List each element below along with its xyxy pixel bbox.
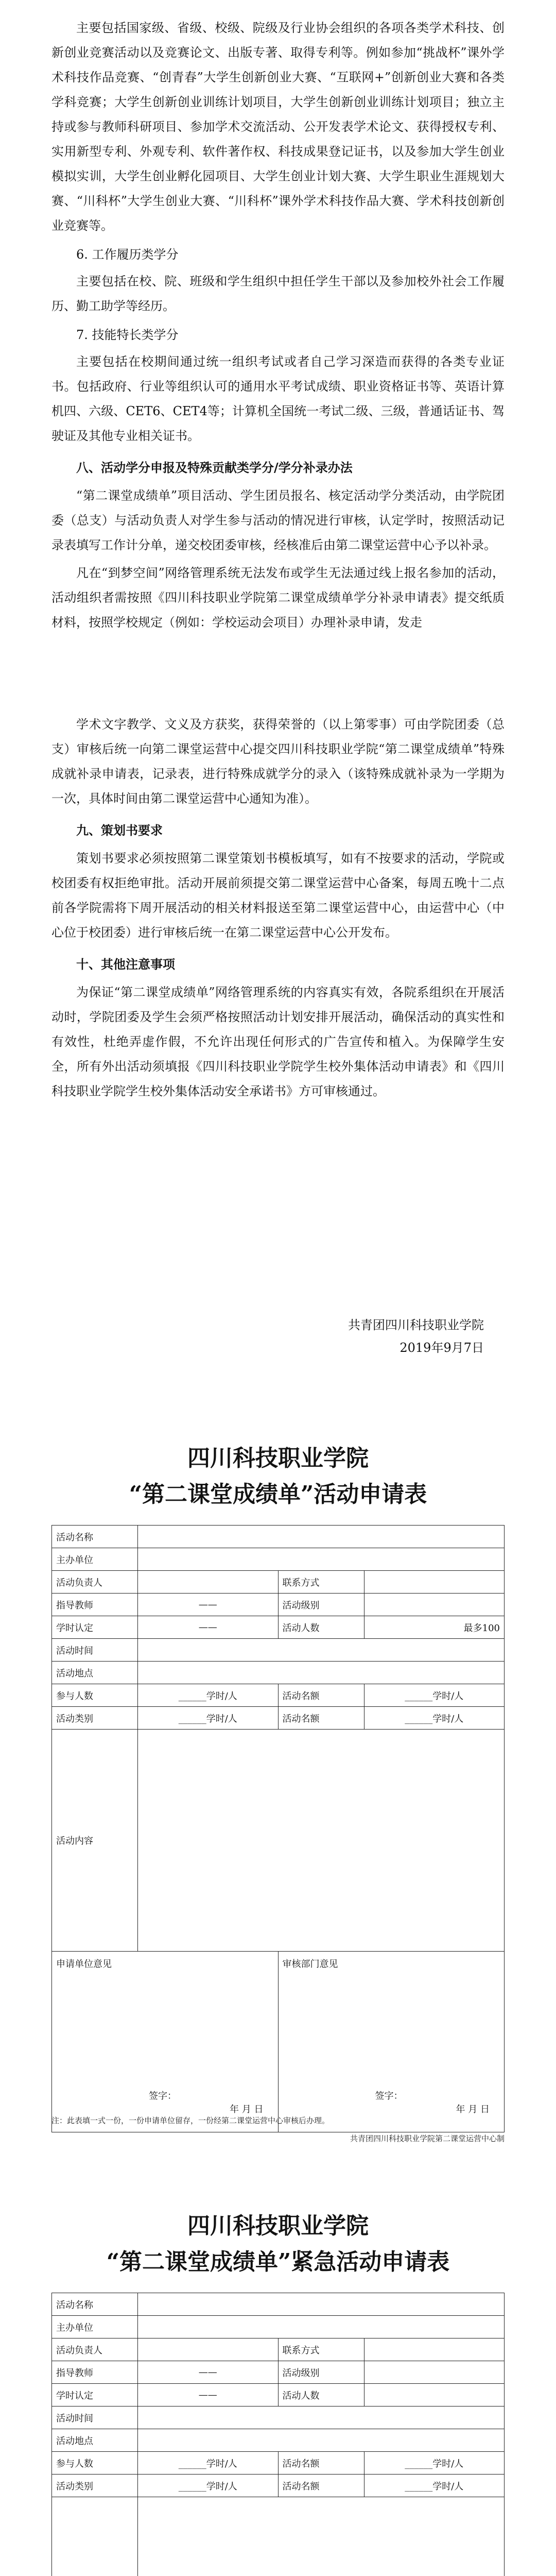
form1-title: “第二课堂成绩单”活动申请表	[129, 1481, 427, 1507]
form2-label: 活动时间	[52, 2406, 138, 2429]
notice-subheading: 7. 技能特长类学分	[76, 328, 179, 342]
form1-field[interactable]: ______学时/人	[364, 1707, 505, 1730]
form2-title: “第二课堂成绩单”紧急活动申请表	[106, 2249, 450, 2275]
form1-label: 审核部门意见	[282, 1959, 338, 1970]
notice-para: 学术文字教学、文义及方获奖，获得荣誉的（以上第零事）可由学院团委（总支）审核后统一向第二课堂运营中心提交四川科技职业学院“第二课堂成绩单”特殊成就补录申请表，记录表，进行特殊成就学分的录入（该特殊成就补录为一学期为一次，具体时间由第二课堂运营中心通知为准）。	[51, 717, 505, 806]
form2-field[interactable]	[364, 2384, 505, 2406]
form1-applicant-opinion[interactable]	[52, 1952, 279, 2132]
notice-body	[51, 15, 505, 1107]
form2-field[interactable]: ______学时/人	[364, 2452, 505, 2475]
form2-reason-field[interactable]	[138, 2497, 505, 2576]
form2-label: 学时认定	[52, 2384, 138, 2406]
form2-school: 四川科技职业学院	[187, 2213, 369, 2239]
form1-field[interactable]: ______学时/人	[364, 1684, 505, 1707]
notice-subheading: 6. 工作履历类学分	[76, 247, 179, 262]
form2-label: 活动名额	[278, 2452, 364, 2475]
form1-field[interactable]: ——	[138, 1594, 279, 1616]
form2-label: 指导教师	[52, 2361, 138, 2384]
form2-field[interactable]: ——	[138, 2384, 279, 2406]
form1-label: 主办单位	[52, 1548, 138, 1571]
form1-review-opinion[interactable]	[278, 1952, 505, 2132]
form2-label: 参与人数	[52, 2452, 138, 2475]
form2-field[interactable]: ______学时/人	[138, 2452, 279, 2475]
form1-label: 活动名额	[278, 1707, 364, 1730]
form1-date: 年 月 日	[230, 2104, 264, 2115]
form1-label: 指导教师	[52, 1594, 138, 1616]
form2-field[interactable]	[138, 2293, 505, 2316]
form2-field[interactable]: ______学时/人	[138, 2475, 279, 2497]
form2-field[interactable]: ——	[138, 2361, 279, 2384]
form2-field[interactable]	[138, 2429, 505, 2452]
form1-label: 申请单位意见	[56, 1959, 112, 1970]
notice-heading: 十、其他注意事项	[76, 957, 175, 972]
form2-field[interactable]	[138, 2406, 505, 2429]
form2-label: 活动地点	[52, 2429, 138, 2452]
form1-field[interactable]: 最多100	[364, 1616, 505, 1639]
form1-field[interactable]	[138, 1548, 505, 1571]
notice-heading: 八、活动学分申报及特殊贡献类学分/学分补录办法	[76, 460, 353, 475]
notice-para: 为保证“第二课堂成绩单”网络管理系统的内容真实有效，各院系组织在开展活动时，学院团委及学生会须严格按照活动计划安排开展活动，确保活动的真实性和有效性，杜绝弄虚作假，不允许出现任何形式的广告宣传和植入。为保障学生安全，所有外出活动须填报《四川科技职业学院学生校外集体活动申请表》和《四川科技职业学院学生校外集体活动安全承诺书》方可审核通过。	[51, 985, 505, 1098]
form1-field[interactable]	[364, 1594, 505, 1616]
form1-note: 注：此表填一式一份，一份申请单位留存，一份经第二课堂运营中心审核后办理。	[51, 2116, 330, 2125]
form2-label: 活动负责人	[52, 2338, 138, 2361]
form1-label: 学时认定	[52, 1616, 138, 1639]
form2-label: 活动名额	[278, 2475, 364, 2497]
notice-para: 主要包括国家级、省级、校级、院级及行业协会组织的各项各类学术科技、创新创业竞赛活动以及竞赛论文、出版专著、取得专利等。例如参加“挑战杯”课外学术科技作品竞赛、“创青春”大学生创新创业大赛、“互联网+”创新创业大赛和各类学科竞赛；大学生创新创业训练计划项目，大学生创新创业训练计划项目；独立主持或参与教师科研项目、参加学术交流活动、公开发表学术论文、获得授权专利、实用新型专利、外观专利、软件著作权、科技成果登记证书，以及参加大学生创业模拟实训，大学生创业孵化园项目、大学生创业计划大赛、大学生职业生涯规划大赛、“川科杯”大学生创业大赛、“川科杯”课外学术科技作品大赛、学术科技创新创业竞赛等。	[51, 21, 505, 233]
notice-para: 主要包括在校、院、班级和学生组织中担任学生干部以及参加校外社会工作履历、勤工助学等经历。	[51, 274, 505, 313]
form1-table	[51, 1525, 505, 2132]
form2-table	[51, 2293, 505, 2576]
notice-para: 主要包括在校期间通过统一组织考试或者自己学习深造而获得的各类专业证书。包括政府、行业等组织认可的通用水平考试成绩、职业资格证书等、英语计算机四、六级、CET6、CET4等；计算机全国统一考试二级、三级，普通话证书、驾驶证及其他专业相关证书。	[51, 354, 505, 443]
form1-label: 活动地点	[52, 1662, 138, 1684]
form1-label: 活动名额	[278, 1684, 364, 1707]
form1-label: 活动时间	[52, 1639, 138, 1662]
notice-para: “第二课堂成绩单”项目活动、学生团员报名、核定活动学分类活动，由学院团委（总支）与活动负责人对学生参与活动的情况进行审核，认定学时，按照活动记录表填写工作计分单，递交校团委审核，经核准后由第二课堂运营中心予以补录。	[51, 488, 505, 552]
notice-para: 凡在“到梦空间”网络管理系统无法发布或学生无法通过线上报名参加的活动，活动组织者需按照《四川科技职业学院第二课堂成绩单学分补录申请表》提交纸质材料，按照学校规定（例如：学校运动会项目）办理补录申请，发走	[51, 566, 505, 630]
notice-heading: 九、策划书要求	[76, 823, 163, 838]
form2-label	[52, 2497, 138, 2576]
form1-label: 联系方式	[278, 1571, 364, 1594]
notice-para: 策划书要求必须按照第二课堂策划书模板填写，如有不按要求的活动，学院或校团委有权拒绝审批。活动开展前须提交第二课堂运营中心备案，每周五晚十二点前各学院需将下周开展活动的相关材料报送至第二课堂运营中心，由运营中心（中心位于校团委）进行审核后统一在第二课堂运营中心公开发布。	[51, 851, 505, 940]
form1-field[interactable]	[138, 1571, 279, 1594]
form2-field[interactable]	[138, 2316, 505, 2338]
sign-date: 2019年9月7日	[399, 1341, 484, 1355]
form2-label: 活动名称	[52, 2293, 138, 2316]
sign-org: 共青团四川科技职业学院	[348, 1318, 484, 1332]
form1-sign: 签字：	[149, 2091, 177, 2102]
form2-field[interactable]	[364, 2361, 505, 2384]
form1-label: 参与人数	[52, 1684, 138, 1707]
form2-label: 活动人数	[278, 2384, 364, 2406]
form2-field[interactable]	[138, 2338, 279, 2361]
form1-date: 年 月 日	[456, 2104, 490, 2115]
form2-label: 主办单位	[52, 2316, 138, 2338]
form2-label: 活动类别	[52, 2475, 138, 2497]
form1-label: 活动负责人	[52, 1571, 138, 1594]
form1-field[interactable]: ______学时/人	[138, 1684, 279, 1707]
form2-label: 联系方式	[278, 2338, 364, 2361]
form1-field[interactable]	[364, 1571, 505, 1594]
form1-label: 活动内容	[52, 1730, 138, 1952]
form1-field[interactable]	[138, 1526, 505, 1548]
form1-field[interactable]: ______学时/人	[138, 1707, 279, 1730]
form2-field[interactable]	[364, 2338, 505, 2361]
form1-field[interactable]	[138, 1639, 505, 1662]
form2-field[interactable]: ______学时/人	[364, 2475, 505, 2497]
form1-field[interactable]	[138, 1662, 505, 1684]
form1-label: 活动名称	[52, 1526, 138, 1548]
form1-label: 活动类别	[52, 1707, 138, 1730]
form1-sign: 签字：	[375, 2091, 403, 2102]
form1-label: 活动级别	[278, 1594, 364, 1616]
form1-label: 活动人数	[278, 1616, 364, 1639]
form1-field[interactable]: ——	[138, 1616, 279, 1639]
form2-label: 活动级别	[278, 2361, 364, 2384]
notice-signature	[348, 1314, 484, 1359]
form1-content-field[interactable]	[138, 1730, 505, 1952]
form1-foot: 共青团四川科技职业学院第二课堂运营中心制	[350, 2134, 505, 2143]
form1-school: 四川科技职业学院	[187, 1445, 369, 1471]
